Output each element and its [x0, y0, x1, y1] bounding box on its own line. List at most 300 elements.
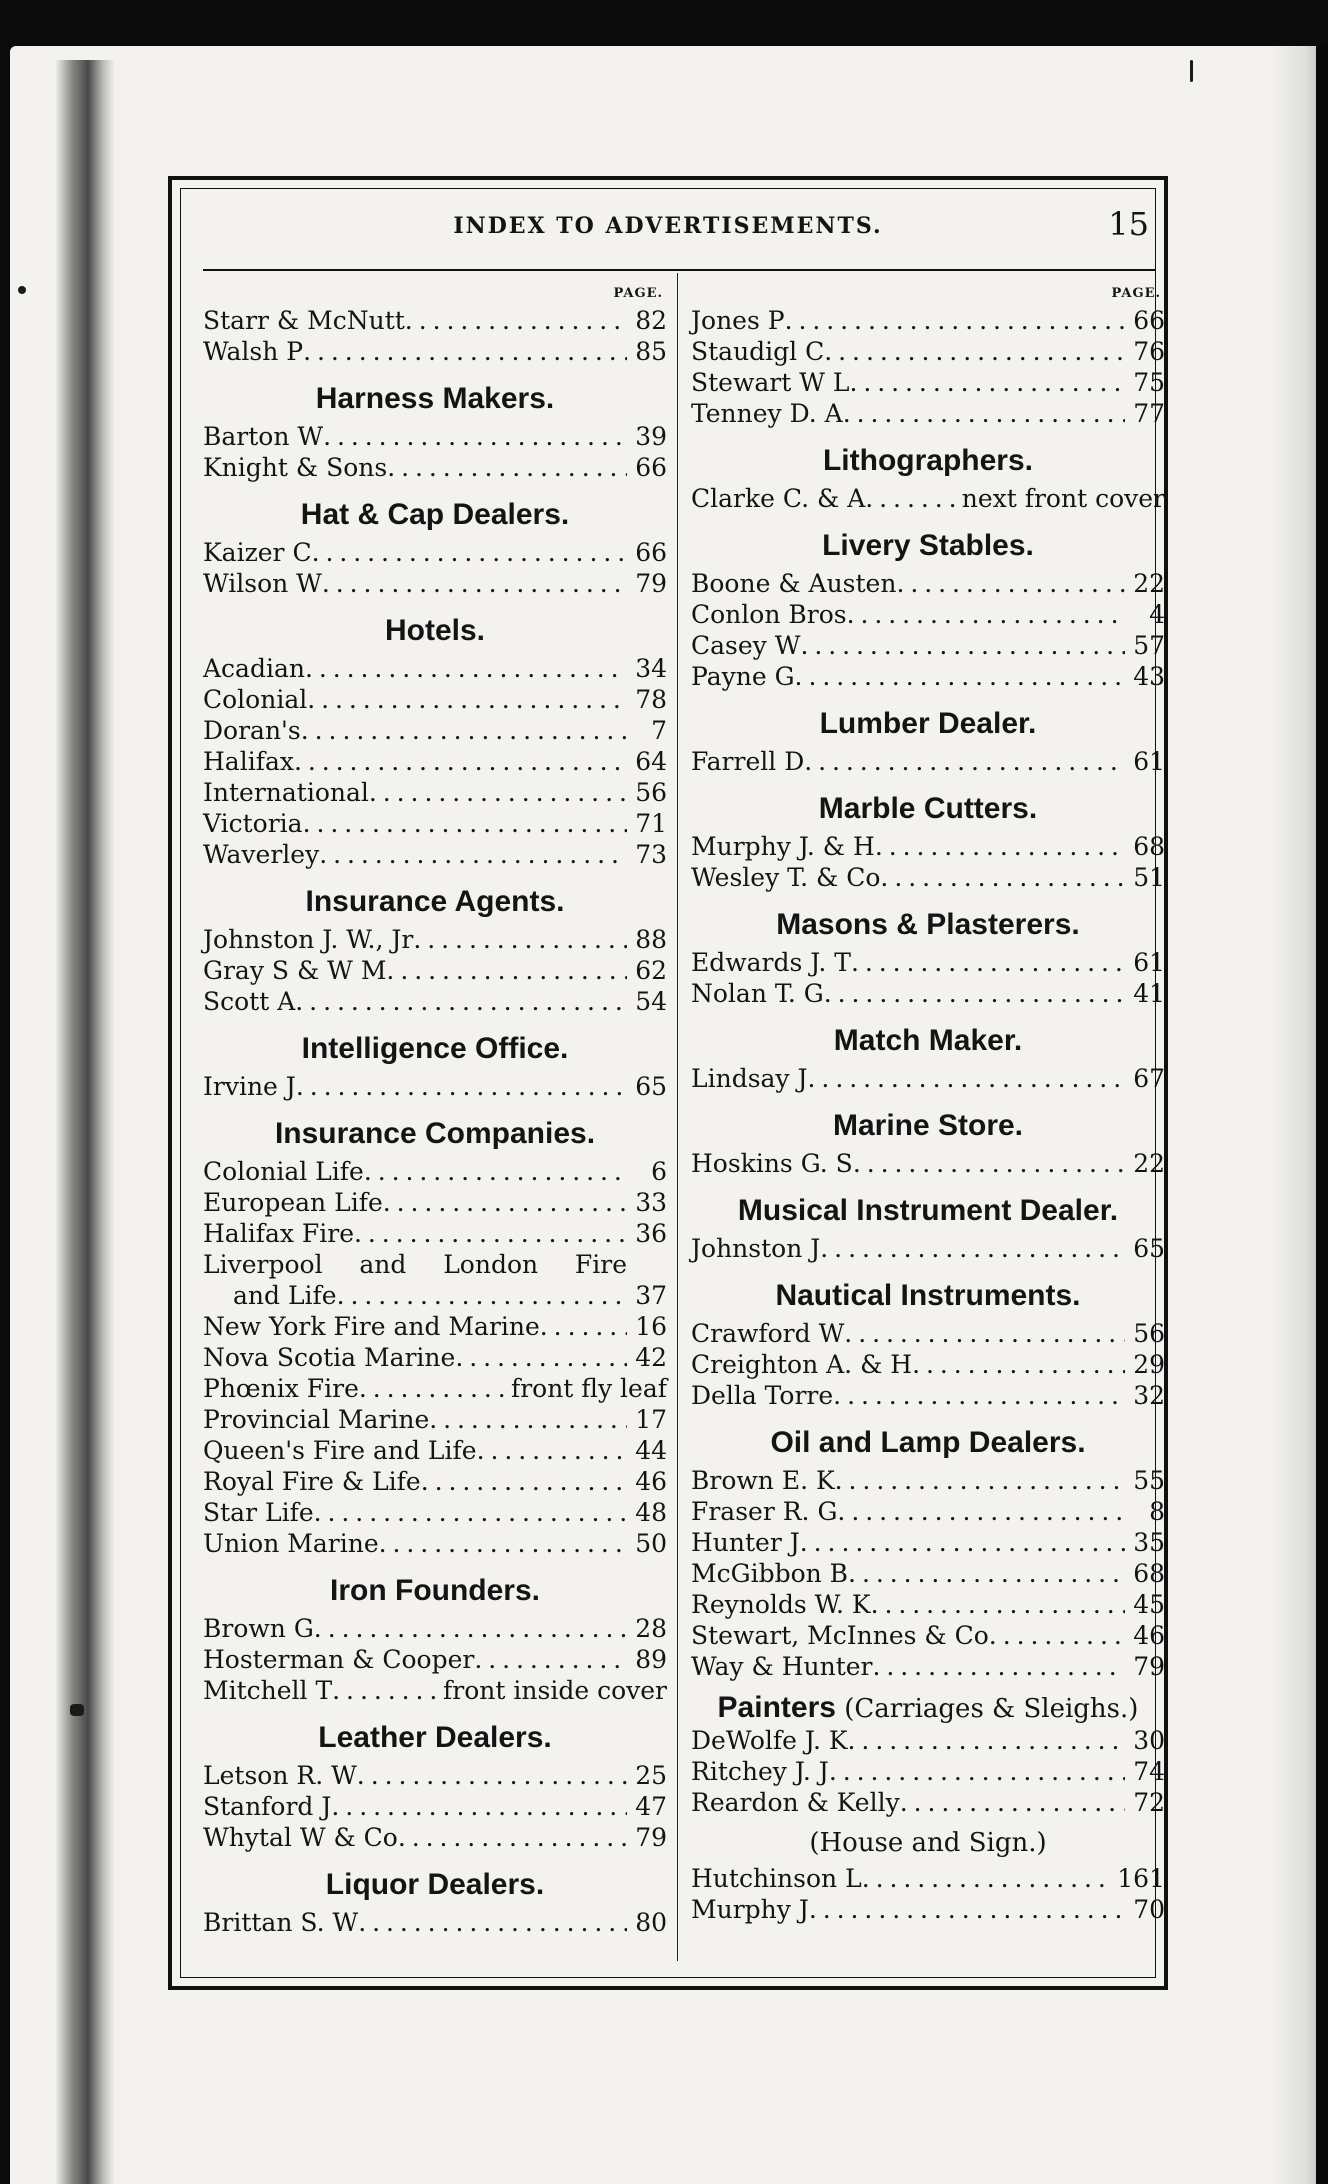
entry-name: Casey W [691, 631, 801, 660]
entry-page: 22 [1133, 569, 1165, 598]
entry-page: 66 [635, 538, 667, 567]
leader-dots [303, 336, 627, 367]
leader-dots [848, 1558, 1125, 1589]
entry-name: McGibbon B [691, 1559, 849, 1588]
index-entry [691, 599, 1165, 630]
index-entry [691, 483, 1165, 514]
page-column-label: PAGE. [1111, 286, 1161, 301]
entry-page: 17 [635, 1405, 667, 1434]
entry-name: Della Torre [691, 1381, 834, 1410]
leader-dots [800, 1527, 1125, 1558]
index-entry [203, 955, 667, 986]
entry-page: 54 [635, 987, 667, 1016]
section-heading: Oil and Lamp Dealers. [770, 1426, 1086, 1459]
entry-page: 43 [1133, 662, 1165, 691]
entry-page: 85 [635, 337, 667, 366]
leader-dots [824, 978, 1125, 1009]
section-heading: Lithographers. [822, 444, 1033, 477]
column-divider [677, 273, 678, 1961]
index-entry [691, 1148, 1165, 1179]
page-number: 15 [1108, 205, 1149, 243]
index-entry [203, 1187, 667, 1218]
leader-dots [319, 839, 627, 870]
entry-name-word: Liverpool [203, 1250, 323, 1279]
leader-dots [844, 1318, 1125, 1349]
leader-dots [405, 305, 627, 336]
entry-page: 67 [1133, 1064, 1165, 1093]
left-column [203, 273, 667, 1938]
entry-name: Tenney D. A [691, 399, 843, 428]
entry-page: 79 [635, 1823, 667, 1852]
index-entry [203, 986, 667, 1017]
entry-name: Johnston J. W., Jr [203, 925, 414, 954]
index-entry [203, 808, 667, 839]
index-entry [691, 1496, 1165, 1527]
index-entry [203, 839, 667, 870]
index-entry [203, 1071, 667, 1102]
index-entry [691, 1233, 1165, 1264]
entry-page: 46 [635, 1467, 667, 1496]
leader-dots [296, 1071, 627, 1102]
leader-dots [314, 1613, 627, 1644]
entry-page: 7 [651, 716, 667, 745]
leader-dots [295, 986, 627, 1017]
leader-dots [312, 537, 627, 568]
entry-name: Walsh P [203, 337, 304, 366]
index-entry [691, 978, 1165, 1009]
index-entry [691, 1527, 1165, 1558]
entry-name: and Life [233, 1281, 337, 1310]
index-entry [203, 653, 667, 684]
section-heading: Marble Cutters. [818, 792, 1038, 825]
index-entry [203, 924, 667, 955]
entry-page: 35 [1133, 1528, 1165, 1557]
entry-name: Stanford J [203, 1792, 332, 1821]
spine-shadow [55, 60, 115, 2184]
leader-dots [314, 1497, 627, 1528]
index-entry [203, 1373, 667, 1404]
leader-dots [359, 1373, 507, 1404]
entry-name: Crawford W [691, 1319, 845, 1348]
leader-dots [307, 684, 627, 715]
entry-name: Union Marine [203, 1529, 379, 1558]
entry-page: 80 [635, 1908, 667, 1937]
entry-name: Mitchell T [203, 1676, 333, 1705]
index-entry [203, 1311, 667, 1342]
entry-name: Halifax Fire [203, 1219, 354, 1248]
index-entry [203, 1342, 667, 1373]
ink-speck [1190, 60, 1193, 82]
index-entry [203, 1644, 667, 1675]
leader-dots [305, 653, 627, 684]
entry-name: Hutchinson L [691, 1864, 862, 1893]
index-entry [203, 1528, 667, 1559]
index-entry [203, 1675, 667, 1706]
page-column-label: PAGE. [613, 286, 663, 301]
leader-dots [809, 1894, 1125, 1925]
entry-name: Ritchey J. J [691, 1757, 829, 1786]
index-entry [203, 1822, 667, 1853]
section-heading: Marine Store. [832, 1109, 1024, 1142]
entry-page: 37 [635, 1281, 667, 1310]
right-entries [691, 305, 1165, 1925]
section-heading: Harness Makers. [315, 382, 555, 415]
entry-page: 66 [1133, 306, 1165, 335]
entry-page: 32 [1133, 1381, 1165, 1410]
index-entry [691, 1465, 1165, 1496]
entry-name: Colonial [203, 685, 308, 714]
entry-name: Stewart, McInnes & Co [691, 1621, 989, 1650]
index-entry [691, 1863, 1165, 1894]
entry-name: Jones P [691, 306, 785, 335]
entry-name-word: and [359, 1250, 407, 1279]
entry-page: 88 [635, 925, 667, 954]
leader-dots [413, 924, 627, 955]
entry-page: 4 [1149, 600, 1165, 629]
entry-name: Hunter J [691, 1528, 800, 1557]
section-heading: Insurance Companies. [274, 1117, 596, 1150]
entry-page: 82 [635, 306, 667, 335]
entry-name: Nova Scotia Marine [203, 1343, 456, 1372]
entry-page: 68 [1133, 832, 1165, 861]
leader-dots [474, 1644, 627, 1675]
entry-page: 56 [1133, 1319, 1165, 1348]
ink-speck [70, 1704, 84, 1716]
entry-page: 89 [635, 1645, 667, 1674]
index-entry [203, 421, 667, 452]
leader-dots [354, 1218, 627, 1249]
leader-dots [455, 1342, 627, 1373]
leader-dots [477, 1435, 627, 1466]
entry-name: Letson R. W [203, 1761, 357, 1790]
leader-dots [808, 1063, 1125, 1094]
section-heading: Match Maker. [833, 1024, 1023, 1057]
index-entry [691, 1380, 1165, 1411]
index-entry [691, 947, 1165, 978]
entry-name: Reardon & Kelly [691, 1788, 900, 1817]
leader-dots [785, 305, 1125, 336]
entry-name: Royal Fire & Life [203, 1467, 421, 1496]
leader-dots [301, 715, 627, 746]
entry-name: Halifax [203, 747, 294, 776]
entry-name: Barton W [203, 422, 324, 451]
index-entry [203, 684, 667, 715]
leader-dots [398, 1822, 627, 1853]
entry-page: 44 [635, 1436, 667, 1465]
entry-page: 72 [1133, 1788, 1165, 1817]
page-edge-shadow [1270, 46, 1328, 2184]
entry-name: Murphy J [691, 1895, 809, 1924]
entry-page: 55 [1133, 1466, 1165, 1495]
leader-dots [383, 1187, 627, 1218]
entry-name: Wilson W [203, 569, 322, 598]
entry-page: 161 [1117, 1864, 1165, 1893]
leader-dots [865, 483, 957, 514]
leader-dots [880, 862, 1125, 893]
entry-page: 56 [635, 778, 667, 807]
index-entry [691, 305, 1165, 336]
section-heading: Masons & Plasterers. [776, 908, 1080, 941]
entry-name: Waverley [203, 840, 320, 869]
leader-dots [387, 452, 627, 483]
entry-name: Acadian [203, 654, 305, 683]
leader-dots [429, 1404, 627, 1435]
entry-page: 77 [1133, 399, 1165, 428]
entry-page: 33 [635, 1188, 667, 1217]
entry-page: 75 [1133, 368, 1165, 397]
index-entry [691, 367, 1165, 398]
leader-dots [912, 1349, 1125, 1380]
entry-page: 65 [635, 1072, 667, 1101]
leader-dots [843, 398, 1125, 429]
entry-page: 61 [1133, 747, 1165, 776]
entry-page: 47 [635, 1792, 667, 1821]
leader-dots [358, 1907, 627, 1938]
index-entry [691, 568, 1165, 599]
leader-dots [875, 831, 1125, 862]
index-entry [691, 1318, 1165, 1349]
section-heading: Musical Instrument Dealer. [737, 1194, 1119, 1227]
index-entry [203, 452, 667, 483]
section-heading: Intelligence Office. [301, 1032, 569, 1065]
left-entries [203, 305, 667, 1938]
entry-page: 29 [1133, 1350, 1165, 1379]
entry-page: 74 [1133, 1757, 1165, 1786]
entry-page: 61 [1133, 948, 1165, 977]
entry-name: Staudigl C [691, 337, 825, 366]
entry-page: 34 [635, 654, 667, 683]
index-entry [691, 1725, 1165, 1756]
right-column [691, 273, 1165, 1925]
index-entry [203, 1404, 667, 1435]
index-entry [203, 746, 667, 777]
section-heading: Nautical Instruments. [775, 1279, 1081, 1312]
entry-page: 71 [635, 809, 667, 838]
entry-name: Doran's [203, 716, 301, 745]
entry-name: Nolan T. G [691, 979, 824, 1008]
leader-dots [331, 1791, 627, 1822]
leader-dots [849, 367, 1125, 398]
leader-dots [364, 1156, 627, 1187]
leader-dots [322, 568, 627, 599]
leader-dots [303, 808, 627, 839]
entry-page: front fly leaf [510, 1374, 667, 1403]
entry-page: 8 [1149, 1497, 1165, 1526]
section-heading: Liquor Dealers. [325, 1868, 545, 1901]
leader-dots [848, 1725, 1125, 1756]
index-entry [203, 1497, 667, 1528]
entry-name: Brittan S. W [203, 1908, 359, 1937]
index-entry [203, 537, 667, 568]
entry-name: Gray S & W M [203, 956, 387, 985]
entry-name: Hoskins G. S [691, 1149, 853, 1178]
index-frame-inner [180, 188, 1165, 1978]
section-heading [691, 1682, 1165, 1725]
entry-name [203, 1249, 627, 1280]
leader-dots [795, 661, 1125, 692]
index-entry [203, 1156, 667, 1187]
leader-dots [800, 630, 1125, 661]
ink-speck [18, 286, 26, 294]
entry-page: 73 [635, 840, 667, 869]
index-entry [203, 1907, 667, 1938]
entry-page: 16 [635, 1312, 667, 1341]
leader-dots [379, 1528, 627, 1559]
entry-name: Brown E. K [691, 1466, 835, 1495]
entry-name: Conlon Bros [691, 600, 847, 629]
section-heading: Iron Founders. [330, 1574, 540, 1607]
entry-page: 42 [635, 1343, 667, 1372]
index-entry [203, 568, 667, 599]
section-subheading: (Carriages & Sleighs.) [844, 1694, 1139, 1724]
index-entry [203, 1791, 667, 1822]
entry-name: DeWolfe J. K [691, 1726, 848, 1755]
index-entry [203, 1249, 667, 1280]
entry-name: Victoria [203, 809, 303, 838]
index-entry [691, 1063, 1165, 1094]
entry-page: 25 [635, 1761, 667, 1790]
section-heading: Insurance Agents. [305, 885, 565, 918]
section-heading: Livery Stables. [822, 529, 1034, 562]
entry-name: Farrell D [691, 747, 805, 776]
index-entry [691, 1558, 1165, 1589]
entry-name: Starr & McNutt [203, 306, 405, 335]
entry-name: Hosterman & Cooper [203, 1645, 475, 1674]
index-entry [691, 1894, 1165, 1925]
entry-name: Brown G [203, 1614, 314, 1643]
section-heading: Leather Dealers. [318, 1721, 552, 1754]
leader-dots [847, 599, 1125, 630]
leader-dots [820, 1233, 1125, 1264]
entry-name: Reynolds W. K [691, 1590, 871, 1619]
leader-dots [896, 568, 1125, 599]
entry-name: Star Life [203, 1498, 314, 1527]
leader-dots [337, 1280, 627, 1311]
entry-name: Irvine J [203, 1072, 296, 1101]
leader-dots [323, 421, 627, 452]
index-entry [203, 777, 667, 808]
entry-name: European Life [203, 1188, 383, 1217]
entry-name: Edwards J. T [691, 948, 851, 977]
entry-page: 64 [635, 747, 667, 776]
leader-dots [900, 1787, 1125, 1818]
entry-name: Wesley T. & Co [691, 863, 881, 892]
entry-page: front inside cover [443, 1676, 667, 1705]
entry-page: 65 [1133, 1234, 1165, 1263]
entry-name: Queen's Fire and Life [203, 1436, 477, 1465]
index-entry [691, 1589, 1165, 1620]
index-entry [203, 1280, 667, 1311]
entry-page: 46 [1133, 1621, 1165, 1650]
index-entry [691, 630, 1165, 661]
leader-dots [853, 1148, 1125, 1179]
index-entry [691, 1620, 1165, 1651]
index-entry [203, 1218, 667, 1249]
leader-dots [829, 1756, 1125, 1787]
entry-name: Kaizer C [203, 538, 312, 567]
entry-page: 30 [1133, 1726, 1165, 1755]
entry-name: Creighton A. & H [691, 1350, 913, 1379]
leader-dots [332, 1675, 439, 1706]
entry-page: 48 [635, 1498, 667, 1527]
entry-page: 51 [1133, 863, 1165, 892]
entry-name: Boone & Austen [691, 569, 897, 598]
entry-page: 41 [1133, 979, 1165, 1008]
entry-name: Fraser R. G [691, 1497, 838, 1526]
entry-name-word: Fire [574, 1250, 627, 1279]
entry-page: 50 [635, 1529, 667, 1558]
entry-page: 36 [635, 1219, 667, 1248]
entry-name: Knight & Sons [203, 453, 388, 482]
index-entry [203, 1613, 667, 1644]
entry-page: next front cover [961, 484, 1165, 513]
index-entry [691, 1756, 1165, 1787]
entry-name: Whytal W & Co [203, 1823, 398, 1852]
entry-page: 57 [1133, 631, 1165, 660]
entry-name: Provincial Marine [203, 1405, 430, 1434]
index-entry [691, 1349, 1165, 1380]
index-entry [203, 305, 667, 336]
leader-dots [357, 1760, 627, 1791]
entry-name-word: London [443, 1250, 539, 1279]
index-entry [691, 746, 1165, 777]
section-heading: Hat & Cap Dealers. [300, 498, 570, 531]
index-entry [691, 398, 1165, 429]
leader-dots [386, 955, 627, 986]
entry-page: 78 [635, 685, 667, 714]
leader-dots [873, 1651, 1126, 1682]
entry-page: 39 [635, 422, 667, 451]
entry-page: 70 [1133, 1895, 1165, 1924]
leader-dots [862, 1863, 1114, 1894]
entry-page: 68 [1133, 1559, 1165, 1588]
leader-dots [837, 1496, 1125, 1527]
leader-dots [294, 746, 627, 777]
leader-dots [851, 947, 1125, 978]
entry-page: 76 [1133, 337, 1165, 366]
index-entry [691, 862, 1165, 893]
entry-name: New York Fire and Marine [203, 1312, 540, 1341]
leader-dots [871, 1589, 1125, 1620]
entry-name: Lindsay J [691, 1064, 808, 1093]
entry-name: Colonial Life [203, 1157, 364, 1186]
index-entry [203, 715, 667, 746]
entry-name: Stewart W L [691, 368, 850, 397]
entry-name: Clarke C. & A [691, 484, 866, 513]
leader-dots [833, 1380, 1125, 1411]
entry-name: Way & Hunter [691, 1652, 873, 1681]
index-entry [691, 831, 1165, 862]
leader-dots [835, 1465, 1125, 1496]
entry-name: International [203, 778, 369, 807]
header-rule [203, 269, 1155, 271]
index-entry [691, 336, 1165, 367]
index-entry [203, 1760, 667, 1791]
entry-page: 66 [635, 453, 667, 482]
entry-name: Payne G [691, 662, 795, 691]
index-entry [203, 336, 667, 367]
entry-page: 6 [651, 1157, 667, 1186]
section-heading: Hotels. [384, 614, 486, 647]
entry-page: 79 [635, 569, 667, 598]
entry-page: 62 [635, 956, 667, 985]
leader-dots [540, 1311, 627, 1342]
section-heading-title: Painters [717, 1691, 836, 1724]
leader-dots [804, 746, 1125, 777]
entry-name: Phœnix Fire [203, 1374, 359, 1403]
entry-page: 22 [1133, 1149, 1165, 1178]
leader-dots [989, 1620, 1125, 1651]
